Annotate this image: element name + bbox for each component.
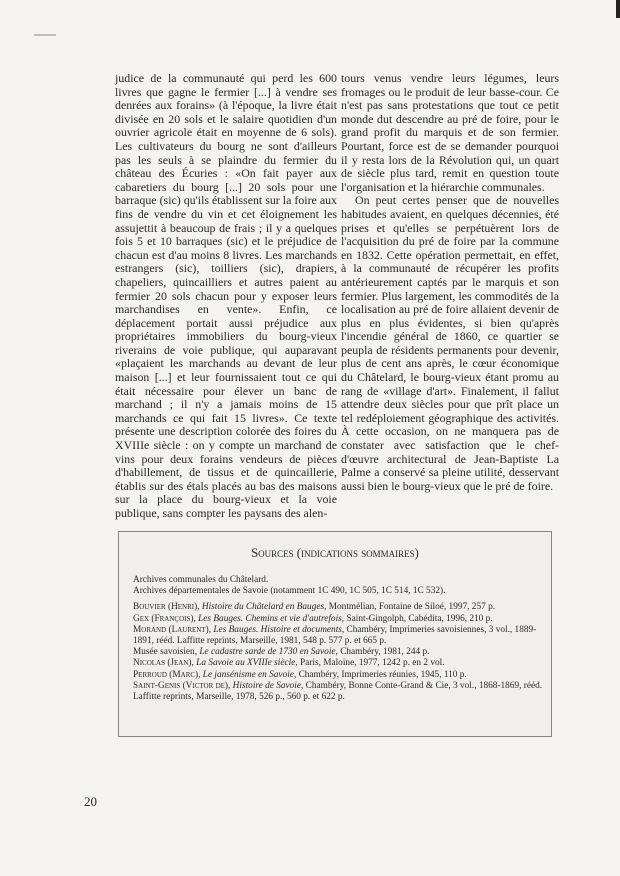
bibliography-entry: Saint-Genis (Victor de), Histoire de Savoie, Chambéry, Bonne Conte-Grand & Cie, 3 vol., 1868-1869, rééd. Laffitte reprints, Marseille, 1978, 526 p., 560 p. et 622 p. <box>133 680 543 703</box>
top-rule <box>34 34 56 36</box>
text-column-right <box>341 72 559 493</box>
archive-entry: Archives départementales de Savoie (notamment 1C 490, 1C 505, 1C 514, 1C 532). <box>133 586 446 597</box>
bibliography-entry: Musée savoisien, Le cadastre sarde de 1730 en Savoie, Chambéry, 1981, 244 p. <box>133 647 430 658</box>
text-column-left <box>115 72 337 521</box>
paragraph: tours venus vendre leurs légumes, leurs fromages ou le produit de leur basse-cour. Ce n'est pas sans protestations que tout ce petit monde dut descendre au pré de foire, pour le grand profit du marquis et de son fermier. Pourtant, force est de se demander pourquoi il y resta lors de la Révolution qui, un quart de siècle plus tard, remit en question toute l'organisation et la hiérarchie communales. <box>341 71 559 194</box>
archive-entry: Archives communales du Châtelard. <box>133 575 269 585</box>
bibliography-list <box>125 602 545 703</box>
edge-mark <box>616 0 620 18</box>
page-number: 20 <box>84 794 97 809</box>
sources-title: Sources (indications sommaires) <box>251 546 419 560</box>
bibliography-entry: Nicolas (Jean), La Savoie au XVIIIe siècle, Paris, Maloine, 1977, 1242 p. en 2 vol. <box>133 658 445 669</box>
paragraph: On peut certes penser que de nouvelles habitudes avaient, en quelques décennies, été prises et qu'elles se perpétuèrent lors de l'acquisition du pré de foire par la commune en 1832. Cette opération permettait, en effet, à la communauté de récupérer les profits antérieurement captés par le marquis et son fermier. Plus largement, les commodités de la localisation au pré de foire allaient devenir de plus en plus évidentes, si bien qu'après l'incendie général de 1860, ce quartier se peupla de résidents permanents pour devenir, plus de cent ans après, le cœur économique du Châtelard, le bourg-vieux étant promu au rang de «village d'art». Finalement, il fallut attendre deux siècles pour que prît place un tel redéploiement géographique des activités. À cette occasion, on ne manquera pas de constater avec satisfaction que le chef-d'œuvre architectural de Jean-Baptiste La Palme a conservé sa pleine utilité, desservant aussi bien le bourg-vieux que le pré de foire. <box>341 193 559 493</box>
bibliography-entry: Bouvier (Henri), Histoire du Châtelard en Bauges, Montmélian, Fontaine de Siloé, 1997, 257 p. <box>133 602 496 613</box>
bibliography-entry: Morand (Laurent), Les Bauges. Histoire et documents, Chambéry, Imprimeries savoisiennes, 3 vol., 1889-1891, rééd. Laffitte reprints, Marseille, 1981, 548 p. 577 p. et 665 p. <box>133 624 537 647</box>
sources-box <box>118 531 552 737</box>
archives-list <box>125 575 545 597</box>
bibliography-entry: Perroud (Marc), Le jansénisme en Savoie, Chambéry, Imprimeries réunies, 1945, 110 p. <box>133 669 467 680</box>
paragraph: judice de la communauté qui perd les 600 livres que gagne le fermier [...] à vendre ses denrées aux forains» (à l'époque, la livre était divisée en 20 sols et le salaire quotidien d'un ouvrier agricole était en moyenne de 6 sols). Les cultivateurs du bourg ne sont d'ailleurs pas les seuls à se plaindre du fermier du château des Écuries : «On fait payer aux cabaretiers du bourg [...] 20 sols pour une barraque (sic) qu'ils établissent sur la foire aux fins de vendre du vin et cet éloignement les assujettit à beaucoup de frais ; il y a quelques fois 5 et 10 barraques (sic) et le préjudice de chacun est d'au moins 8 livres. Les marchands estrangers (sic), toilliers (sic), drapiers, chapeliers, quincailliers et autres paient au fermier 20 sols chacun pour y exposer leurs marchandises en vente». Enfin, ce déplacement portait aussi préjudice aux propriétaires immobiliers du bourg-vieux riverains de voie publique, qui auparavant «plaçaient les marchands au devant de leur maison [...] et leur fournissaient tout ce qui était nécessaire pour élever un banc de marchand ; il n'y a jamais moins de 15 marchands ce qui fait 15 livres». Ce texte présente une description colorée des foires du XVIIIe siècle : on y compte un marchand de vins pour deux forains vendeurs de pièces d'habillement, de tissus et de quincaillerie, établis sur des étals placés au bas des maisons sur la place du bourg-vieux et la voie publique, sans compter les paysans des alen- <box>115 71 337 520</box>
bibliography-entry: Gex (François), Les Bauges. Chemins et vie d'autrefois, Saint-Gingolph, Cabédita, 1996, 210 p. <box>133 613 493 624</box>
